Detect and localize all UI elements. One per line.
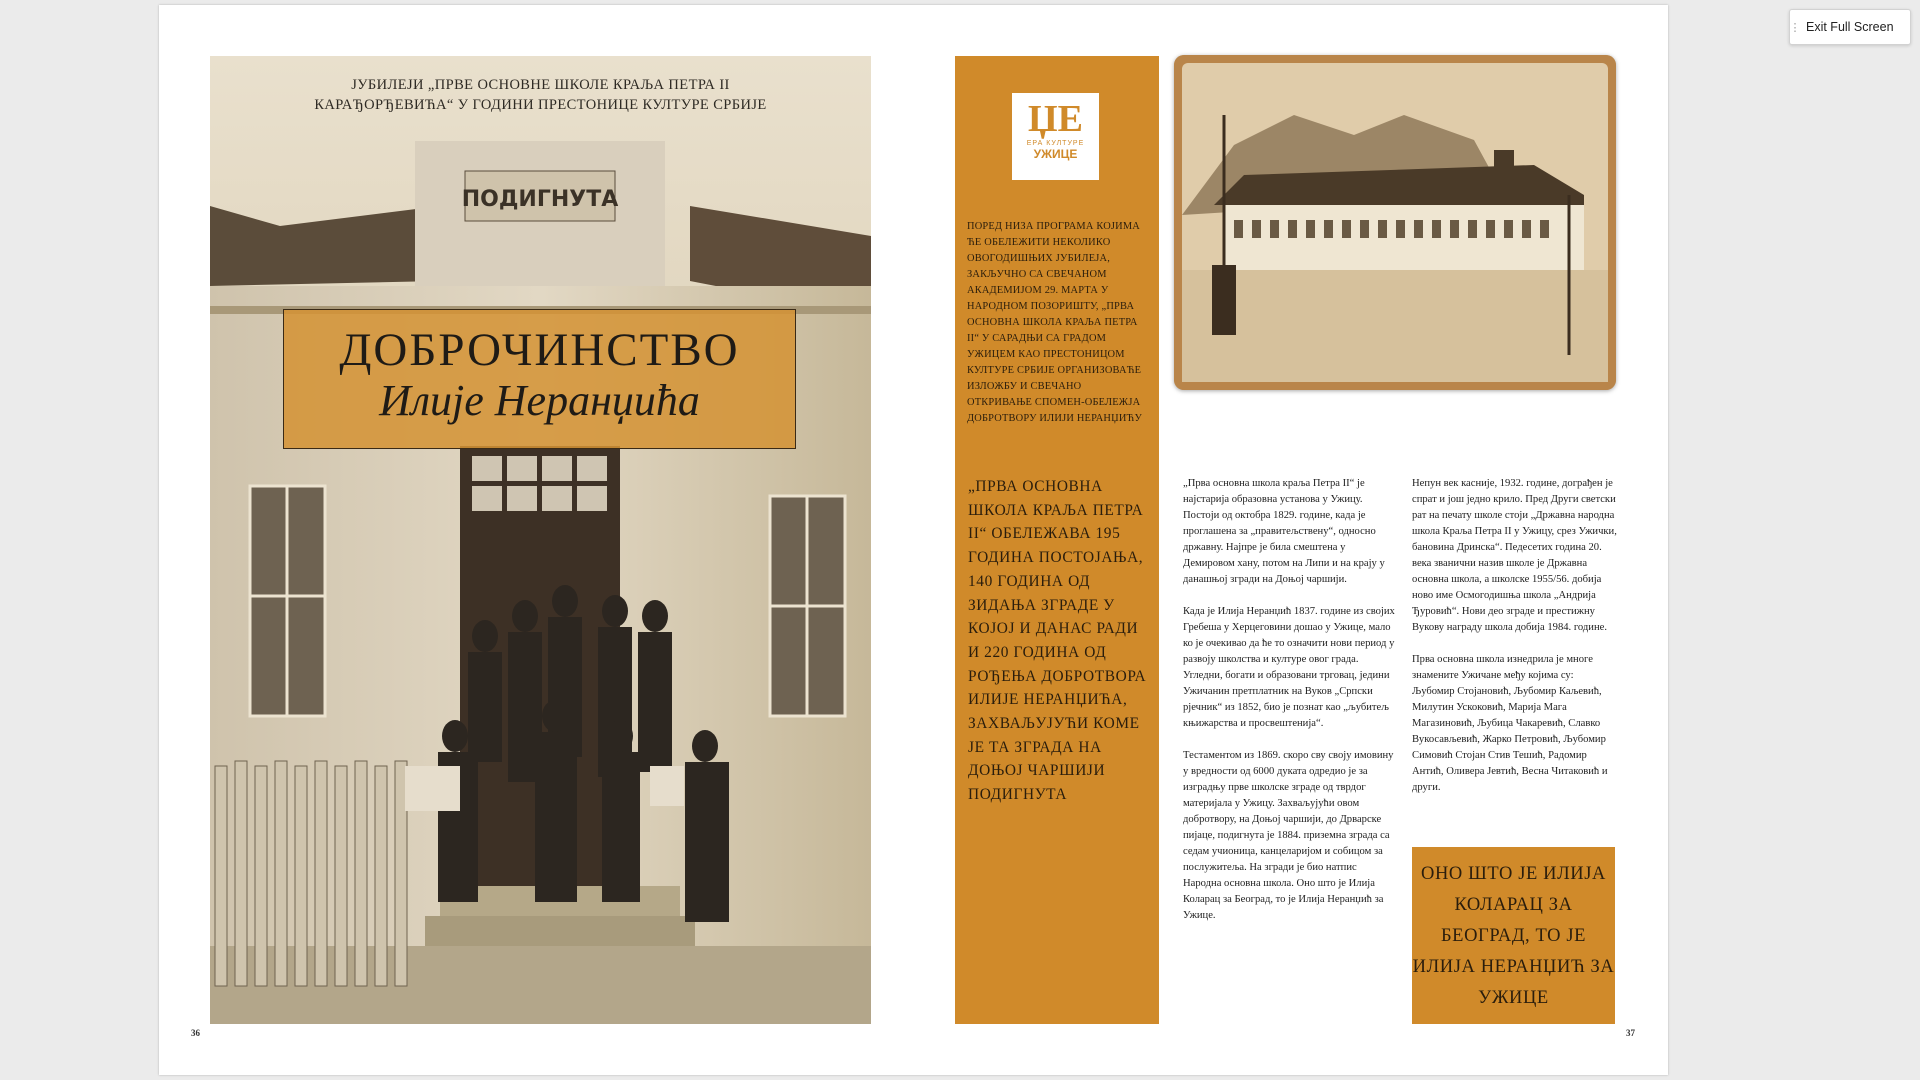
logo-line-2: УЖИЦЕ [1033, 147, 1078, 161]
body-column-2 [1412, 476, 1617, 812]
article-title: ДОБРОЧИНСТВО [339, 324, 740, 376]
title-box [283, 309, 796, 449]
supertitle-line-2: КАРАЂОРЂЕВИЋА“ У ГОДИНИ ПРЕСТОНИЦЕ КУЛТУРЕ СРБИЈЕ [314, 97, 767, 113]
era-kulture-logo-icon [1012, 93, 1099, 180]
paragraph: Када је Илија Неранџић 1837. године из својих Гребеша у Херцеговини дошао у Ужице, мало ко је очекивао да ће то означити нови период у развоју школства и културе овог града. Угледни, богати и образовани трговац, једини Ужичанин претплатник на Вуков „Српски рјечник“ из 1852, био је познат као „љубитељ књижарства и просвештенија“. [1183, 606, 1395, 729]
paragraph: Тестаментом из 1869. скоро сву своју имовину у вредности од 6000 дуката одредио је за изградњу прве школске зграде од тврдог материјала у Ужицу. Захваљујући овом добротвору, на Доњој чаршији, до Дрварске пијаце, подигнута је 1884. приземна зграда са седам учионица, канцеларијом и собицом за послужитеља. На згради је био натпис Народна основна школа. Оно што је Илија Коларац за Београд, то је Илија Неранџић за Ужице. [1183, 750, 1394, 921]
quote-box: ОНО ШТО ЈЕ ИЛИЈА КОЛАРАЦ ЗА БЕОГРАД, ТО ЈЕ ИЛИЈА НЕРАНЏИЋ ЗА УЖИЦЕ [1412, 847, 1615, 1024]
supertitle [210, 75, 871, 115]
supertitle-line-1: ЈУБИЛЕЈИ „ПРВЕ ОСНОВНЕ ШКОЛЕ КРАЉА ПЕТРА II [351, 77, 730, 93]
exit-fullscreen-button[interactable] [1789, 9, 1911, 45]
left-page-photo [210, 56, 871, 1024]
drag-handle-icon[interactable]: ⋮ [1789, 21, 1801, 34]
page-number-right: 37 [1626, 1028, 1635, 1038]
paragraph: Прва основна школа изнедрила је многе знамените Ужичане међу којима су: Љубомир Стојановић, Љубомир Каљевић, Милутин Ускоковић, Марија Мага Магазиновић, Љубица Чакаревић, Славко Вукосављевић, Жарко Петровић, Љубомир Симовић Стојан Стив Тешић, Радомир Антић, Оливера Јевтић, Весна Читаковић и други. [1412, 654, 1608, 793]
pull-quote: „ПРВА ОСНОВНА ШКОЛА КРАЉА ПЕТРА II“ ОБЕЛЕЖАВА 195 ГОДИНА ПОСТОЈАЊА, 140 ГОДИНА ОД ЗИДАЊА ЗГРАДЕ У КОЈОЈ И ДАНАС РАДИ И 220 ГОДИНА ОД РОЂЕЊА ДОБРОТВОРА ИЛИЈЕ НЕРАНЏИЋА, ЗАХВАЉУЈУЋИ КОМЕ ЈЕ ТА ЗГРАДА НА ДОЊОЈ ЧАРШИЈИ ПОДИГНУТА [968, 478, 1147, 804]
article-subtitle: Илије Неранџића [379, 376, 700, 425]
orange-sidebar-column [955, 56, 1159, 1024]
body-column-1 [1183, 476, 1395, 940]
building-sign: ПОДИГНУТА [461, 187, 619, 212]
paragraph: „Прва основна школа краља Петра II“ је најстарија образовна установа у Ужицу. Постоји од октобра 1829. године, када је проглашена за „правитељствену“, односно државну. Најпре је била смештена у Демировом хану, потом на Липи и на крају у данашњој згради на Доњој чаршији. [1183, 478, 1385, 585]
exit-fullscreen-label: Exit Full Screen [1806, 20, 1894, 34]
paragraph: Непун век касније, 1932. године, дограђен је спрат и још једно крило. Пред Други светски рат на печату школе стоји „Државна народна школа Краља Петра II у Ужицу, срез Ужички, бановина Дринска“. Педесетих година 20. века званични назив школе је Државна основна школа, а школске 1955/56. добија ново име Осмогодишња школа „Андрија Ђуровић“. Нови део зграде и престижну Вукову награду школа добија 1984. године. [1412, 478, 1617, 633]
historic-school-photo [1174, 55, 1616, 390]
page-number-left: 36 [191, 1028, 200, 1038]
intro-text: ПОРЕД НИЗА ПРОГРАМА КОЈИМА ЋЕ ОБЕЛЕЖИТИ НЕКОЛИКО ОВОГОДИШЊИХ ЈУБИЛЕЈА, ЗАКЉУЧНО СА СВЕЧАНОМ АКАДЕМИЈОМ 29. МАРТА У НАРОДНОМ ПОЗОРИШТУ, „ПРВА ОСНОВНА ШКОЛА КРАЉА ПЕТРА II“ У САРАДЊИ СА ГРАДОМ УЖИЦЕМ КАО ПРЕСТОНИЦОМ КУЛТУРЕ СРБИЈЕ ОРГАНИЗОВАЋЕ ИЗЛОЖБУ И СВЕЧАНО ОТКРИВАЊЕ СПОМЕН-ОБЕЛЕЖЈА ДОБРОТВОРУ ИЛИЈИ НЕРАНЏИЋУ [967, 221, 1142, 424]
building-group-photo [210, 56, 871, 1024]
logo-mark: ЏЕ [1028, 98, 1083, 140]
logo-line-1: ЕРА КУЛТУРЕ [1026, 140, 1085, 147]
